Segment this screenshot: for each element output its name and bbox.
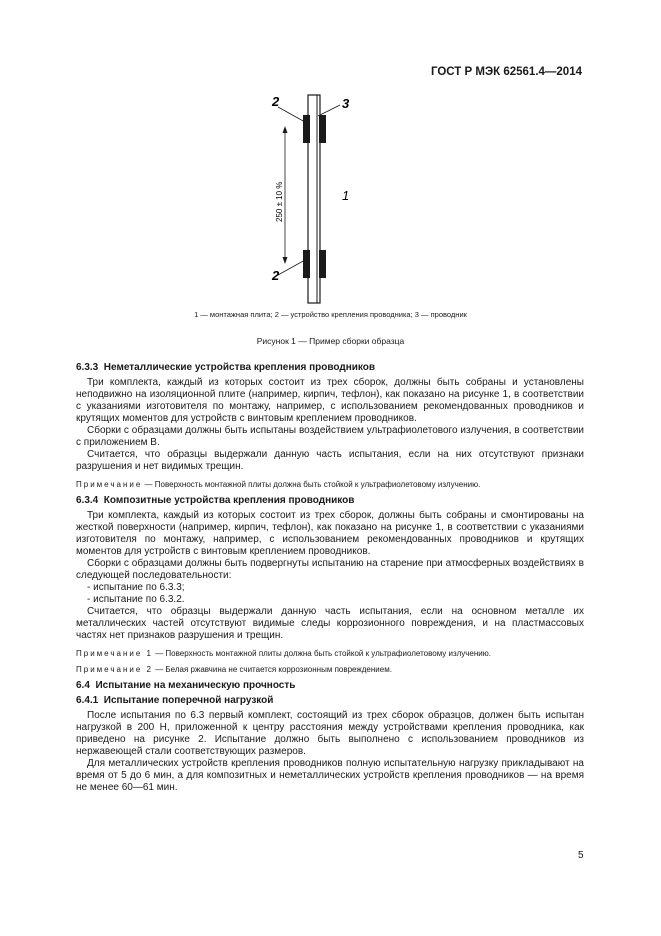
paragraph: Три комплекта, каждый из которых состоит из трех сборок, должны быть собраны и установлены неподвижно на изоляционной плите (например, кирпич, тефлон), как показано на рисунке 1, в соответствии с указаниями изготовителя по монтажу, например, с использованием рекомендованных проводников и крутящих моментов для устройств с винтовым креплением проводников. [76,377,584,424]
label-2-top: 2 [272,94,280,109]
note-text: — Поверхность монтажной плиты должна быть стойкой к ультрафиолетовому излучению. [142,480,481,489]
figure-1 [150,90,510,315]
label-2-bottom: 2 [272,268,280,283]
fastener-top-right [319,115,326,143]
figure-diagram [150,90,510,315]
figure-legend: 1 — монтажная плита; 2 — устройство крепления проводника; 3 — проводник [194,310,467,319]
note-text: — Поверхность монтажной плиты должна быть стойкой к ультрафиолетовому излучению. [152,649,491,658]
leader-2-bottom [278,260,305,275]
paragraph: Считается, что образцы выдержали данную часть испытания, если на основном металле их металлических частей отсутствуют видимые следы коррозионного повреждения, и на пластмассовых частях нет признаков разрушения и трещин. [76,606,584,641]
section-heading-6-3-4: 6.3.4 Композитные устройства крепления проводников [76,495,355,506]
dimension-arrow-bottom [283,257,288,264]
section-heading-6-4-1: 6.4.1 Испытание поперечной нагрузкой [76,695,274,706]
fastener-bottom [303,250,310,278]
document-header: ГОСТ Р МЭК 62561.4—2014 [430,66,582,78]
paragraph: Три комплекта, каждый из которых состоит из трех сборок, должны быть собраны и смонтированы на жесткой поверхности (например, кирпич, тефлон), как показано на рисунке 1, в соответствии с указаниями изготовителя по монтажу, например, с использованием рекомендованных проводников и крутящих моментов для устройств с винтовым креплением проводников. [76,510,584,557]
leader-3 [318,105,340,116]
paragraph: Считается, что образцы выдержали данную часть испытания, если на них отсутствуют признаки разрушения и нет видимых трещин. [76,449,584,472]
note-label: Примечание 1 [76,649,153,658]
dimension-label: 250 ± 10 % [275,181,284,222]
section-heading-6-3-3: 6.3.3 Неметаллические устройства крепления проводников [76,362,376,373]
label-3: 3 [342,96,350,111]
paragraph: Сборки с образцами должны быть испытаны воздействием ультрафиолетового излучения, в соответствии с приложением В. [76,425,584,448]
note-label: Примечание 2 [76,665,153,674]
figure-title: Рисунок 1 — Пример сборки образца [256,336,405,346]
fastener-top [303,115,310,143]
note-label: Примечание [76,480,143,489]
leader-2-top [278,107,305,122]
list-item: - испытание по 6.3.3; [87,582,185,593]
section-heading-6-4: 6.4 Испытание на механическую прочность [76,680,296,691]
note [76,664,584,676]
note-text: — Белая ржавчина не считается коррозионным повреждением. [152,665,392,674]
note [76,479,584,491]
paragraph: После испытания по 6.3 первый комплект, состоящий из трех сборок образцов, должен быть испытан нагрузкой в 200 Н, приложенной к центру расстояния между устройствами крепления проводника, как приведено на рисунке 2. Испытание должно быть выполнено с использованием проводников из нержавеющей стали соответствующих размеров. [76,710,584,757]
document-body [76,362,584,794]
note [76,648,584,660]
paragraph: Сборки с образцами должны быть подвергнуты испытанию на старение при атмосферных воздействиях в следующей последовательности: [76,558,584,581]
list-item: - испытание по 6.3.2. [87,594,185,605]
dimension-arrow-top [283,126,288,133]
fastener-bottom-right [319,250,326,278]
label-1: 1 [342,188,350,203]
paragraph: Для металлических устройств крепления проводников полную испытательную нагрузку прикладывают на время от 5 до 6 мин, а для композитных и неметаллических устройств крепления проводников — на время не менее 60—61 мин. [76,758,584,793]
page-number: 5 [578,850,584,861]
